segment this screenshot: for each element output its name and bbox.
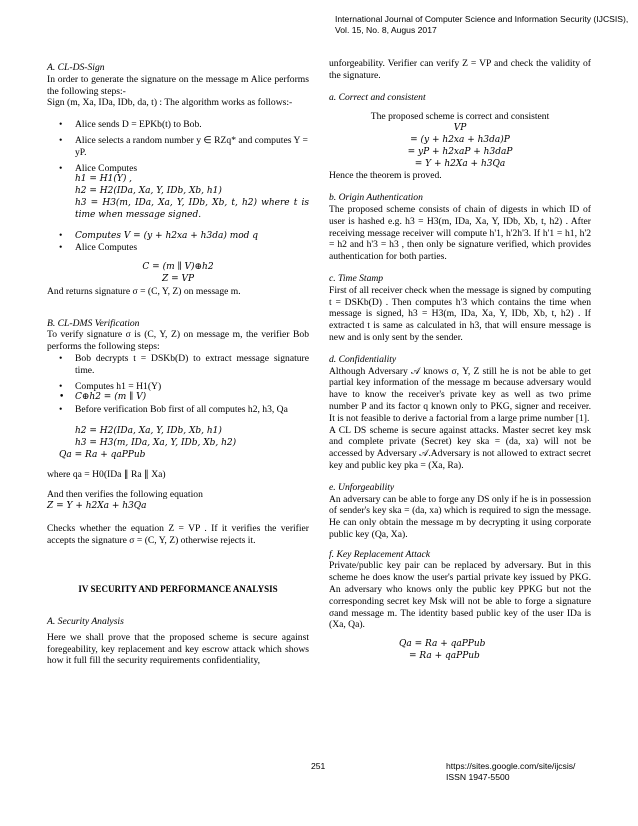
footer-url: https://sites.google.com/site/ijcsis/	[446, 761, 576, 771]
paragraph: In order to generate the signature on the message m Alice performs the following steps:-	[47, 73, 309, 97]
section-title-cl-dms-verification: B. CL-DMS Verification	[47, 317, 140, 329]
footer-issn: ISSN 1947-5500	[446, 772, 510, 782]
page-number: 251	[311, 761, 326, 771]
equation: Qa = Ra + qaPPub	[399, 639, 486, 650]
paragraph: Checks whether the equation Z = VP . If it verifies the verifier accepts the signature σ = (C, Y, Z) otherwise rejects it.	[47, 522, 309, 546]
paragraph: Sign (m, Xa, IDa, IDb, da, t) : The algorithm works as follows:-	[47, 97, 293, 109]
equation: Qa = Ra + qaPPub	[59, 449, 146, 460]
equation: h2 = H2(IDa, Xa, Y, IDb, Xb, h1)	[75, 425, 222, 436]
paragraph: A CL DS scheme is secure against attacks. Master secret key msk and complete private (Secret) key ska = (da, xa) will not be accessed by Adversary 𝒜.Adversary is not allowed to extract secret key and public key pka = (Xa, Ra).	[329, 424, 591, 471]
equation: h3 = H3(m, IDa, Xa, Y, IDb, Xb, h2)	[75, 437, 237, 448]
left-column	[47, 62, 309, 667]
paragraph: Although Adversary 𝒜 knows σ, Y, Z still he is not be able to get partial key information of the message m because adversary would have to know the receiver's private key as well as two prime number P and its factor q known only to PKG, signer and receiver. It is not feasible to derive a factorial from a large prime number [1].	[329, 365, 591, 424]
paragraph: And then verifies the following equation	[47, 489, 203, 501]
paragraph: The proposed scheme consists of chain of digests in which ID of user is hashed e.g. h3 = H3(m, IDa, Xa, Y, IDb, Xb, t, h2) . After receiving message receiver will compute h'1, h'2h'3. If h'1 = h1, h'2 = h2 and h'3 = h3 , then only be signature verified, which provides authentication for both parties.	[329, 203, 591, 263]
equation: VP	[453, 123, 467, 134]
equation: = (y + h2xa + h3da)P	[410, 134, 510, 145]
list-item: • C⊕h2 = (m ∥ V)	[59, 392, 147, 403]
equation: h1 = H1(Y) ,	[75, 174, 133, 185]
journal-volume: Vol. 15, No. 8, Augus 2017	[335, 25, 437, 35]
paragraph: Private/public key pair can be replaced by adversary. But in this scheme he does know the user's partial private key issued by PKG. An adversary who knows only the public key PPKG but not the corresponding secret key Msk will not be able to forge a signature σand message m. The identity based public key of the user IDa is (Xa, Qa).	[329, 560, 591, 631]
paragraph: Hence the theorem is proved.	[329, 170, 442, 182]
equation: = Y + h2Xa + h3Qa	[414, 158, 506, 169]
equation: Z = Y + h2Xa + h3Qa	[47, 500, 147, 511]
equation: C = (m ∥ V)⊕h2	[142, 262, 214, 273]
list-item: • Alice sends D = EPKb(t) to Bob.	[59, 119, 202, 131]
list-item: • Alice selects a random number y ∈ RZq* and computes Y = yP.	[59, 134, 308, 158]
list-item: • Bob decrypts t = DSKb(D) to extract message signature time.	[59, 352, 309, 376]
section-title-security-analysis: A. Security Analysis	[47, 616, 124, 628]
paragraph: To verify signature σ is (C, Y, Z) on message m, the verifier Bob performs the following steps:	[47, 329, 309, 353]
list-item: • Alice Computes	[59, 162, 138, 174]
paragraph: And returns signature σ = (C, Y, Z) on message m.	[47, 285, 241, 297]
section-title-unforgeability: e. Unforgeability	[329, 481, 395, 493]
list-item: • Computes V = (y + h2xa + h3da) mod q	[59, 229, 259, 241]
paragraph: Here we shall prove that the proposed scheme is secure against foregeability, key replacement and key escrow attack which shows how it full fill the security requirements confidentiality,	[47, 631, 309, 667]
list-item: • Before verification Bob first of all computes h2, h3, Qa	[59, 404, 288, 416]
paragraph: where qa = H0(IDa ∥ Ra ∥ Xa)	[47, 469, 166, 481]
equation: = Ra + qaPPub	[409, 651, 480, 662]
equation: Z = VP	[161, 273, 195, 284]
section-title-key-replacement: f. Key Replacement Attack	[329, 548, 431, 560]
right-column	[329, 58, 591, 663]
footer-info	[446, 761, 575, 783]
paragraph: First of all receiver check when the message is signed by computing t = DSKb(D) . Then computes h'3 which contains the time when message is signed, h3 = H3(m, IDa, Xa, Y, IDb, Xb, t, h2) . If extracted t is same as calculated in h3, that will ensure message is new and is only sent by the sender.	[329, 284, 591, 343]
paragraph: unforgeability. Verifier can verify Z = VP and check the validity of the signature.	[329, 58, 591, 81]
equation: h2 = H2(IDa, Xa, Y, IDb, Xb, h1)	[75, 186, 222, 197]
journal-title: International Journal of Computer Science and Information Security (IJCSIS),	[335, 14, 629, 24]
equation: = yP + h2xaP + h3daP	[407, 146, 513, 157]
section-title-confidentiality: d. Confidentiality	[329, 353, 397, 365]
list-item: • Alice Computes	[59, 242, 138, 254]
list-item: • Computes h1 = H1(Y)	[59, 380, 162, 392]
paragraph: An adversary can be able to forge any DS only if he is in possession of sender's key ska = (da, xa) which is required to sign the message. He can only obtain the message m by decrypting it using corporate public key (Qa, Xa).	[329, 493, 591, 540]
section-heading-iv: IV SECURITY AND PERFORMANCE ANALYSIS	[78, 584, 278, 595]
section-title-timestamp: c. Time Stamp	[329, 272, 384, 284]
section-title-origin: b. Origin Authentication	[329, 192, 423, 204]
section-title-correct: a. Correct and consistent	[329, 91, 426, 103]
paragraph: The proposed scheme is correct and consistent	[370, 111, 550, 123]
section-title-cl-ds-sign: A. CL-DS-Sign	[47, 62, 105, 73]
journal-header	[335, 14, 628, 36]
equation: h3 = H3(m, IDa, Xa, Y, IDb, Xb, t, h2) where t is time when message signed.	[75, 197, 309, 220]
